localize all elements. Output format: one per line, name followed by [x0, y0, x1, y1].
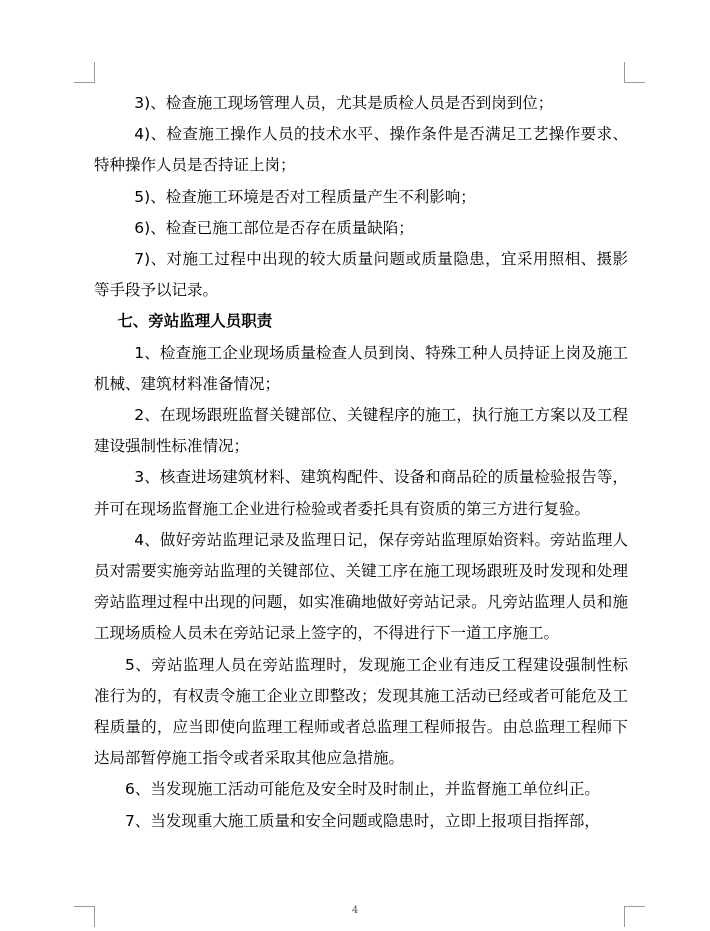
- paragraph-5: 5)、检查施工环境是否对工程质量产生不利影响；: [134, 187, 476, 206]
- corner-mark-top-right: [624, 62, 645, 83]
- duty-item-3: 3、核查进场建筑材料、建筑构配件、设备和商品砼的质量检验报告等，并可在现场监督施工企业进行检验或者委托具有资质的第三方进行复验。: [94, 468, 628, 518]
- corner-mark-top-left: [74, 62, 95, 83]
- page-number: 4: [351, 905, 359, 916]
- document-body: [94, 88, 628, 837]
- duty-item-1: 1、检查施工企业现场质量检查人员到岗、特殊工种人员持证上岗及施工机械、建筑材料准备情况；: [94, 343, 628, 393]
- paragraph-7: 7)、对施工过程中出现的较大质量问题或质量隐患，宜采用照相、摄影等手段予以记录。: [94, 250, 628, 300]
- duty-item-7: 7、当发现重大施工质量和安全问题或隐患时，立即上报项目指挥部，: [125, 811, 600, 830]
- duty-item-2: 2、在现场跟班监督关键部位、关键程序的施工，执行施工方案以及工程建设强制性标准情况；: [94, 406, 628, 456]
- duty-item-5: 5、旁站监理人员在旁站监理时，发现施工企业有违反工程建设强制性标准行为的，有权责令施工企业立即整改；发现其施工活动已经或者可能危及工程质量的，应当即使向监理工程师或者总监理工程师报告。由总监理工程师下达局部暂停施工指令或者采取其他应急措施。: [94, 655, 628, 768]
- paragraph-3: 3)、检查施工现场管理人员，尤其是质检人员是否到岗到位；: [134, 94, 554, 112]
- duty-item-6: 6、当发现施工活动可能危及安全时及时制止，并监督施工单位纠正。: [125, 780, 600, 799]
- paragraph-6: 6)、检查已施工部位是否存在质量缺陷；: [134, 218, 414, 237]
- paragraph-4: 4)、检查施工操作人员的技术水平、操作条件是否满足工艺操作要求、特种操作人员是否持证上岗；: [94, 125, 628, 175]
- duty-item-4: 4、做好旁站监理记录及监理日记，保存旁站监理原始资料。旁站监理人员对需要实施旁站监理的关键部位、关键工序在施工现场跟班及时发现和处理旁站监理过程中出现的问题，如实准确地做好旁站记录。凡旁站监理人员和施工现场质检人员未在旁站记录上签字的，不得进行下一道工序施工。: [94, 530, 628, 643]
- section-heading: 七、旁站监理人员职责: [117, 312, 273, 331]
